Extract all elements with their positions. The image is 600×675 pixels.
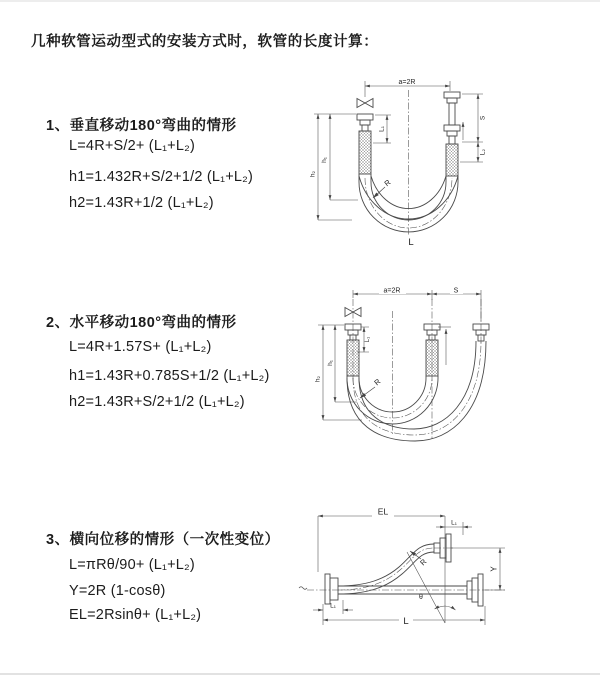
dim-label-l1: L₁ bbox=[365, 336, 371, 343]
flange-connector-left bbox=[357, 114, 373, 174]
section-3-formula-Y: Y=2R (1-cosθ) bbox=[69, 583, 166, 599]
section-1-heading: 1、垂直移动180°弯曲的情形 bbox=[46, 118, 237, 134]
dim-label-l2: L₂ bbox=[479, 148, 487, 156]
braid-section bbox=[359, 131, 371, 174]
dim-label-h1: h₁ bbox=[321, 157, 328, 163]
centerline bbox=[307, 548, 505, 590]
braid-section bbox=[446, 144, 458, 176]
braid-section bbox=[347, 340, 359, 376]
flange-connector-middle bbox=[424, 324, 440, 376]
dim-label-h2: h₂ bbox=[309, 170, 317, 178]
valve-icon bbox=[357, 99, 373, 108]
dim-label-h2: h₂ bbox=[314, 375, 322, 383]
dim-label-l1-bottom: L₁ bbox=[330, 602, 336, 610]
diagram-lateral-displacement bbox=[295, 502, 600, 657]
dim-label-a2r: a=2R bbox=[398, 79, 416, 86]
diagram-horizontal-180-bend bbox=[300, 285, 565, 457]
radius-leader bbox=[373, 187, 385, 198]
radius-label: R bbox=[372, 376, 383, 388]
radius-label: R bbox=[418, 557, 429, 568]
section-2-formula-L: L=4R+1.57S+ (L₁+L₂) bbox=[69, 339, 212, 355]
dim-label-s: S bbox=[453, 287, 459, 295]
flange-connector-left bbox=[345, 324, 361, 376]
dimension-lines bbox=[318, 287, 481, 420]
theta-angle-arc bbox=[445, 606, 456, 610]
section-1-formula-h2: h2=1.43R+1/2 (L₁+L₂) bbox=[69, 195, 214, 211]
flange-connector-left bbox=[325, 574, 338, 604]
dimension-lines bbox=[313, 516, 505, 625]
dim-label-l1-top: L₁ bbox=[451, 519, 457, 527]
diagram-vertical-180-bend bbox=[300, 72, 550, 262]
hose-u-bends bbox=[347, 341, 486, 441]
section-1-formula-L: L=4R+S/2+ (L₁+L₂) bbox=[69, 138, 195, 154]
dim-label-l1: L₁ bbox=[378, 126, 386, 132]
section-2-formula-h2: h2=1.43R+S/2+1/2 (L₁+L₂) bbox=[69, 394, 245, 410]
section-2-formula-h1: h1=1.43R+0.785S+1/2 (L₁+L₂) bbox=[69, 368, 270, 384]
section-3-formula-L: L=πRθ/90+ (L₁+L₂) bbox=[69, 557, 195, 573]
dim-label-a2r: a=2R bbox=[383, 287, 401, 295]
hose-s-curve bbox=[338, 544, 434, 594]
dim-label-el: EL bbox=[377, 506, 389, 517]
dim-label-h1: h₁ bbox=[327, 360, 334, 366]
pipe-break-mark bbox=[299, 587, 307, 590]
braid-section bbox=[426, 340, 438, 376]
section-1-formula-h1: h1=1.432R+S/2+1/2 (L₁+L₂) bbox=[69, 169, 254, 185]
length-label: L bbox=[408, 237, 414, 248]
length-label: L bbox=[403, 616, 409, 627]
theta-label: θ bbox=[419, 594, 423, 601]
centerline bbox=[353, 299, 481, 439]
radius-label: R bbox=[382, 177, 393, 189]
section-3-heading: 3、横向位移的情形（一次性变位） bbox=[46, 532, 280, 548]
page-title: 几种软管运动型式的安装方式时，软管的长度计算： bbox=[31, 34, 379, 50]
dim-label-y: Y bbox=[489, 566, 499, 572]
flange-connector-right bbox=[444, 92, 460, 176]
section-2-heading: 2、水平移动180°弯曲的情形 bbox=[46, 315, 237, 331]
section-3-formula-EL: EL=2Rsinθ+ (L₁+L₂) bbox=[69, 607, 202, 623]
dim-label-s: S bbox=[479, 115, 487, 121]
